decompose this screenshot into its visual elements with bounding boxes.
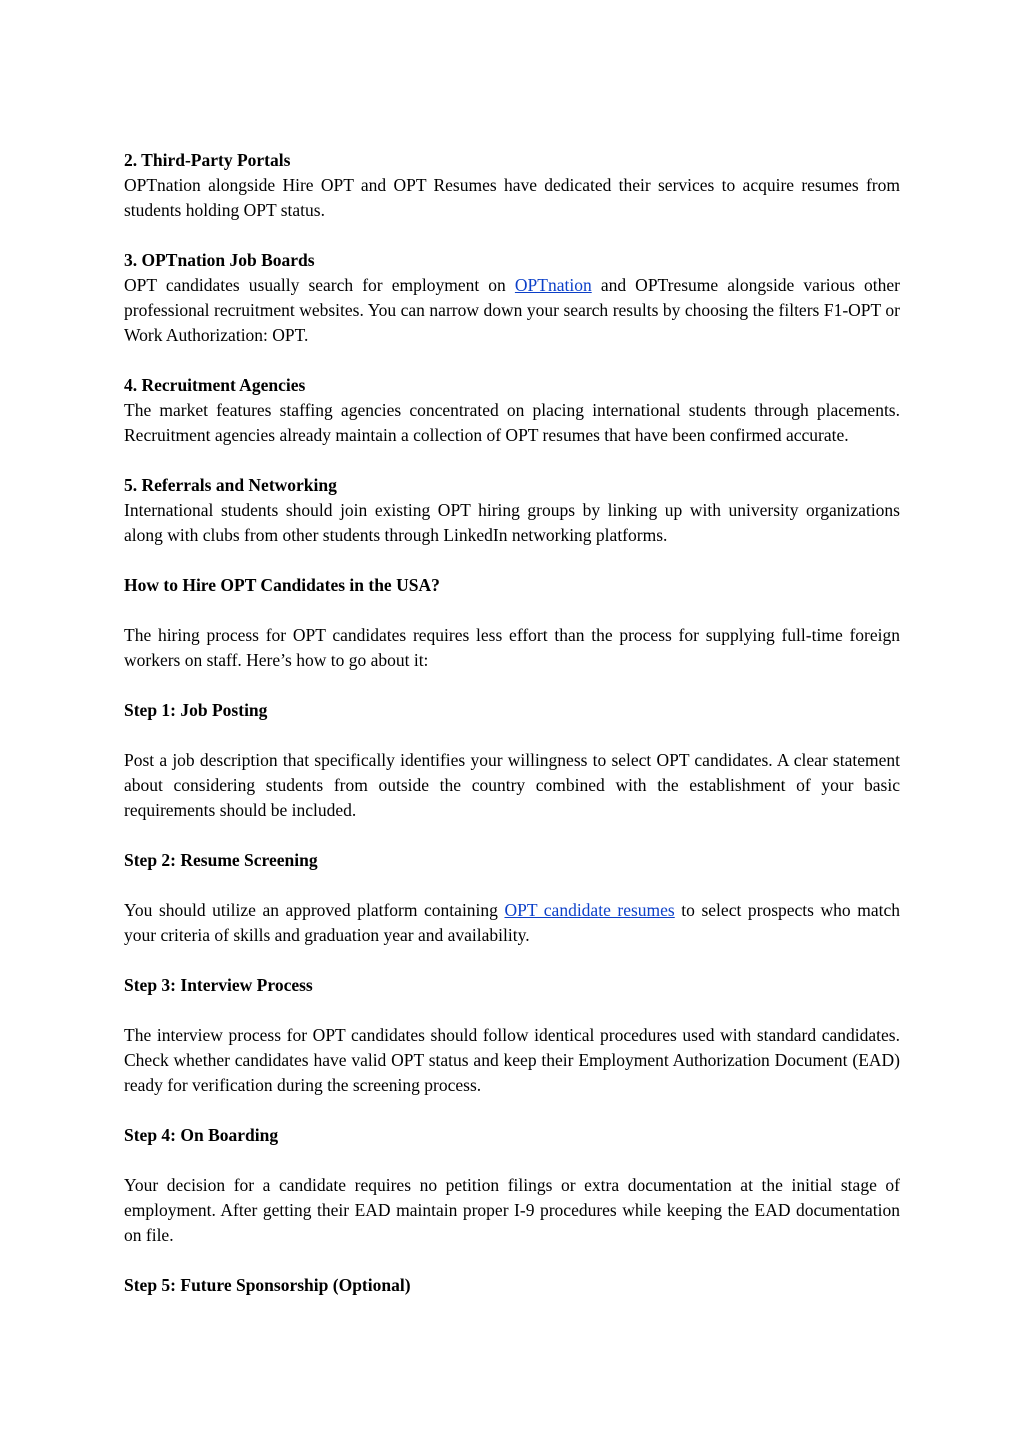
paragraph-text: to select prospects who match your criteria of skills and graduation year and availability. — [124, 900, 900, 945]
paragraph-step-2 — [124, 898, 900, 948]
paragraph-text: and OPTresume alongside various other professional recruitment websites. You can narrow down your search results by choosing the filters F1-OPT or Work Authorization: OPT. — [124, 275, 900, 345]
heading-optnation-job-boards: 3. OPTnation Job Boards — [124, 250, 315, 270]
heading-step-2: Step 2: Resume Screening — [124, 850, 318, 870]
heading-step-5: Step 5: Future Sponsorship (Optional) — [124, 1275, 411, 1295]
paragraph-referrals-networking: International students should join existing OPT hiring groups by linking up with university organizations along with clubs from other students through LinkedIn networking platforms. — [124, 500, 900, 545]
paragraph-text: OPT candidates usually search for employment on — [124, 275, 515, 295]
paragraph-step-3: The interview process for OPT candidates should follow identical procedures used with standard candidates. Check whether candidates have valid OPT status and keep their Employment Authorization Document (EAD) ready for verification during the screening process. — [124, 1025, 900, 1095]
paragraph-how-to-hire: The hiring process for OPT candidates requires less effort than the process for supplying full-time foreign workers on staff. Here’s how to go about it: — [124, 625, 900, 670]
optnation-link[interactable]: OPTnation — [514, 275, 592, 295]
heading-how-to-hire: How to Hire OPT Candidates in the USA? — [124, 575, 440, 595]
paragraph-step-4: Your decision for a candidate requires no petition filings or extra documentation at the initial stage of employment. After getting their EAD maintain proper I-9 procedures while keeping the EAD documentation on file. — [124, 1175, 900, 1245]
paragraph-third-party-portals: OPTnation alongside Hire OPT and OPT Resumes have dedicated their services to acquire resumes from students holding OPT status. — [124, 175, 900, 220]
heading-step-1: Step 1: Job Posting — [124, 700, 268, 720]
paragraph-text: You should utilize an approved platform containing — [124, 900, 505, 920]
heading-step-3: Step 3: Interview Process — [124, 975, 313, 995]
heading-recruitment-agencies: 4. Recruitment Agencies — [124, 375, 306, 395]
heading-step-4: Step 4: On Boarding — [124, 1125, 279, 1145]
paragraph-optnation-job-boards — [124, 273, 900, 348]
paragraph-recruitment-agencies: The market features staffing agencies concentrated on placing international students through placements. Recruitment agencies already maintain a collection of OPT resumes that have been confirmed accurate. — [124, 400, 900, 445]
opt-candidate-resumes-link[interactable]: OPT candidate resumes — [504, 900, 675, 920]
heading-third-party-portals: 2. Third-Party Portals — [124, 150, 291, 170]
heading-referrals-networking: 5. Referrals and Networking — [124, 475, 337, 495]
document-page — [124, 148, 900, 1298]
paragraph-step-1: Post a job description that specifically identifies your willingness to select OPT candidates. A clear statement about considering students from outside the country combined with the establishment of your basic requirements should be included. — [124, 750, 900, 820]
